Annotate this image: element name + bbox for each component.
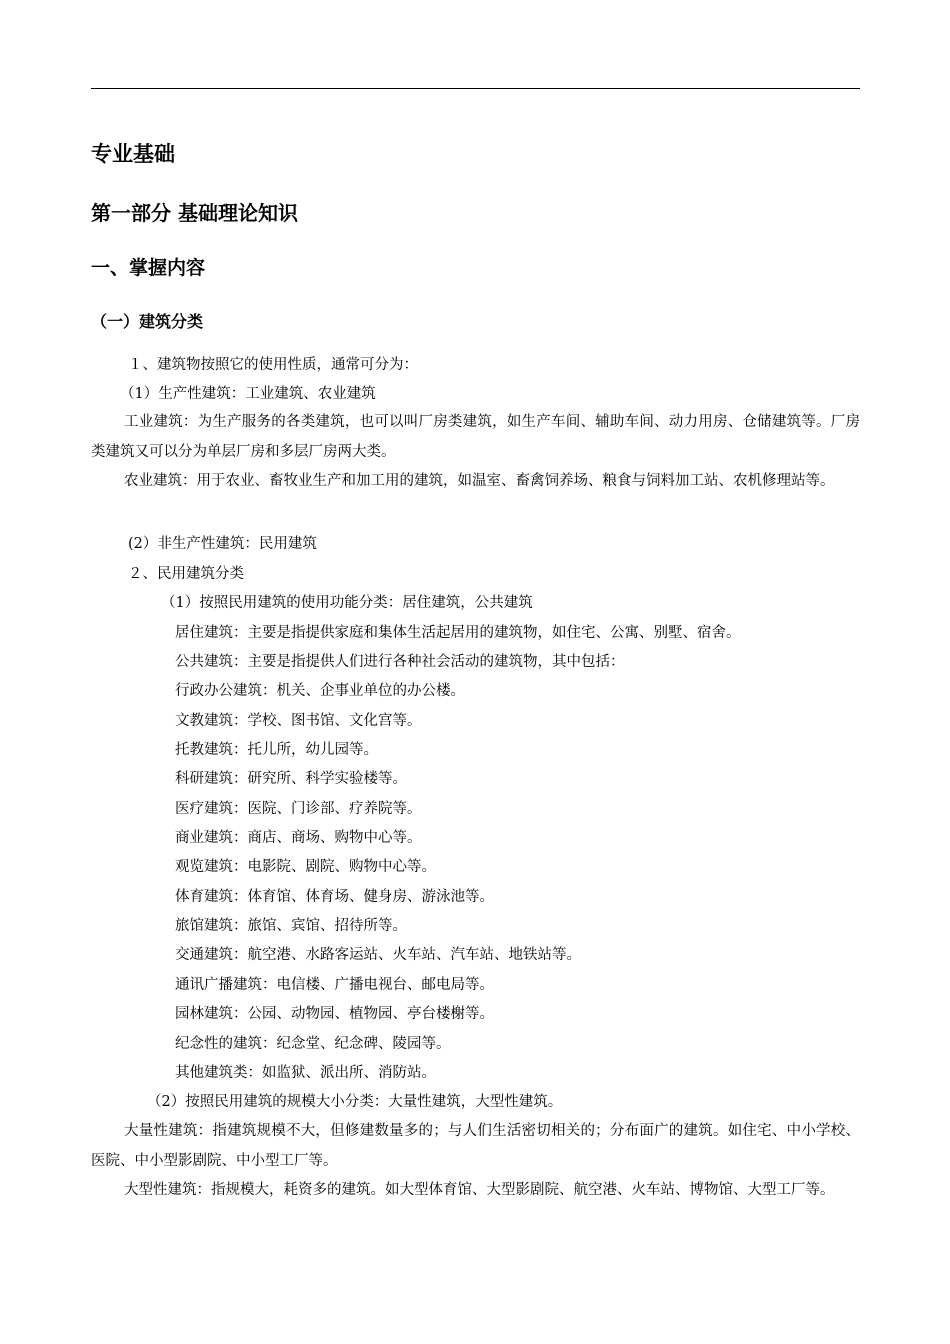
paragraph-agricultural: 农业建筑：用于农业、畜牧业生产和加工用的建筑，如温室、畜禽饲养场、粮食与饲料加工站、农机修理站等。: [124, 473, 835, 489]
text-line: （1）生产性建筑：工业建筑、农业建筑: [120, 386, 376, 402]
list-item: 交通建筑：航空港、水路客运站、火车站、汽车站、地铁站等。: [175, 947, 581, 963]
list-item: 商业建筑：商店、商场、购物中心等。: [175, 830, 422, 846]
list-item: 旅馆建筑：旅馆、宾馆、招待所等。: [175, 918, 407, 934]
text-line: （1）按照民用建筑的使用功能分类：居住建筑，公共建筑: [161, 595, 533, 611]
list-item: 医疗建筑：医院、门诊部、疗养院等。: [175, 801, 422, 817]
part-heading: 第一部分 基础理论知识: [91, 201, 298, 225]
paragraph-industrial: 工业建筑：为生产服务的各类建筑，也可以叫厂房类建筑，如生产车间、辅助车间、动力用房、仓储建筑等。厂房类建筑又可以分为单层厂房和多层厂房两大类。: [91, 414, 860, 460]
list-item: 科研建筑：研究所、科学实验楼等。: [175, 771, 407, 787]
text-line: 公共建筑：主要是指提供人们进行各种社会活动的建筑物，其中包括：: [175, 654, 625, 670]
list-item: 文教建筑：学校、图书馆、文化宫等。: [175, 713, 422, 729]
list-item: 纪念性的建筑：纪念堂、纪念碑、陵园等。: [175, 1036, 451, 1052]
text-line: (2）非生产性建筑：民用建筑: [128, 536, 317, 552]
list-item: 通讯广播建筑：电信楼、广播电视台、邮电局等。: [175, 977, 494, 993]
text-line: １、建筑物按照它的使用性质，通常可分为：: [128, 357, 418, 373]
main-heading: 专业基础: [91, 142, 175, 166]
subsection-heading: （一）建筑分类: [91, 312, 204, 331]
list-item: 体育建筑：体育馆、体育场、健身房、游泳池等。: [175, 889, 494, 905]
text-line: 居住建筑：主要是指提供家庭和集体生活起居用的建筑物，如住宅、公寓、别墅、宿舍。: [175, 625, 741, 641]
list-item: 观览建筑：电影院、剧院、购物中心等。: [175, 859, 436, 875]
paragraph-large-building: 大型性建筑：指规模大，耗资多的建筑。如大型体育馆、大型影剧院、航空港、火车站、博物馆、大型工厂等。: [124, 1182, 835, 1198]
header-rule: [91, 88, 860, 89]
list-item: 园林建筑：公园、动物园、植物园、亭台楼榭等。: [175, 1006, 494, 1022]
paragraph-mass-building: 大量性建筑：指建筑规模不大，但修建数量多的；与人们生活密切相关的；分布面广的建筑。如住宅、中小学校、医院、中小型影剧院、中小型工厂等。: [91, 1123, 860, 1169]
section-heading: 一、掌握内容: [91, 257, 206, 279]
list-item: 行政办公建筑：机关、企事业单位的办公楼。: [175, 683, 465, 699]
list-item: 其他建筑类：如监狱、派出所、消防站。: [175, 1065, 436, 1081]
text-line: ２、民用建筑分类: [128, 566, 244, 582]
list-item: 托教建筑：托儿所，幼儿园等。: [175, 742, 378, 758]
text-line: （2）按照民用建筑的规模大小分类：大量性建筑，大型性建筑。: [147, 1094, 563, 1110]
